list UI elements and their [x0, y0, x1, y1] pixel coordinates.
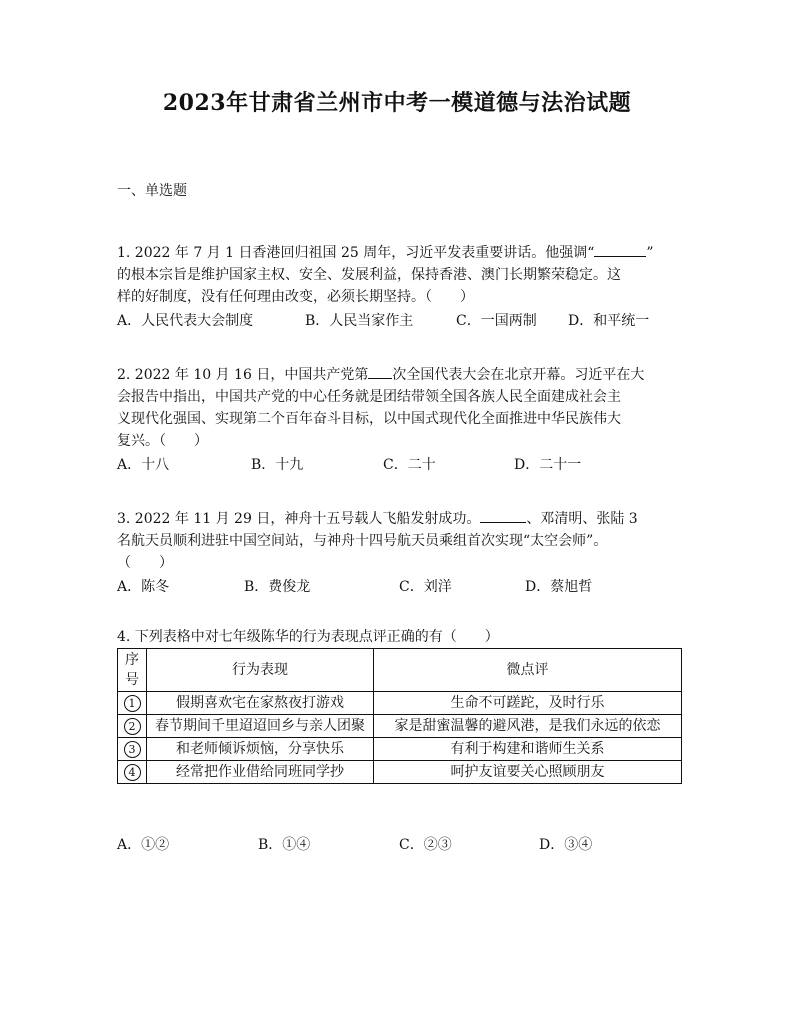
question-4-options-wrap	[117, 832, 682, 856]
q3-options	[117, 576, 682, 598]
q1-options	[117, 310, 682, 332]
q4-options	[117, 834, 682, 856]
row-comment: 有利于构建和谐师生关系	[374, 738, 682, 761]
header-no: 序号	[118, 649, 147, 692]
question-3	[117, 506, 682, 598]
row-behavior: 假期喜欢宅在家熬夜打游戏	[147, 692, 374, 715]
q1-option-b[interactable]: B．人民当家作主	[305, 313, 414, 329]
question-4-stem: 4. 下列表格中对七年级陈华的行为表现点评正确的有（ ）	[117, 629, 499, 645]
q2-line-4: 复兴。（ ）	[117, 433, 208, 449]
q3-option-c[interactable]: C．刘洋	[399, 579, 452, 595]
q2-option-c[interactable]: C．二十	[383, 457, 436, 473]
header-behavior: 行为表现	[147, 649, 374, 692]
row-number-3: 3	[124, 741, 141, 758]
q1-line-1: 1. 2022 年 7 月 1 日香港回归祖国 25 周年，习近平发表重要讲话。他强调“ ”	[117, 240, 682, 264]
q2-option-a[interactable]: A．十八	[117, 457, 170, 473]
q2-line-3: 义现代化强国、实现第二个百年奋斗目标，以中国式现代化全面推进中华民族伟大	[117, 411, 621, 427]
q3-option-a[interactable]: A．陈冬	[117, 579, 170, 595]
q2-blank	[368, 362, 392, 379]
q4-option-a[interactable]: A．①②	[117, 837, 170, 853]
table-row	[118, 738, 682, 761]
q1-option-a[interactable]: A．人民代表大会制度	[117, 313, 254, 329]
exam-title: 2023年甘肃省兰州市中考一模道德与法治试题	[162, 90, 632, 116]
q1-line-3: 样的好制度，没有任何理由改变，必须长期坚持。（ ）	[117, 289, 474, 305]
row-behavior: 和老师倾诉烦恼，分享快乐	[147, 738, 374, 761]
table-row	[118, 692, 682, 715]
behavior-table	[117, 648, 682, 784]
question-1	[117, 240, 682, 332]
q3-option-b[interactable]: B．费俊龙	[244, 579, 311, 595]
q3-line-2: 名航天员顺利进驻中国空间站，与神舟十四号航天员乘组首次实现“太空会师”。	[117, 533, 608, 549]
q3-line-3: （ ）	[117, 555, 173, 571]
q2-option-b[interactable]: B．十九	[251, 457, 304, 473]
q4-option-d[interactable]: D．③④	[539, 837, 593, 853]
row-comment: 呵护友谊要关心照顾朋友	[374, 761, 682, 784]
q3-blank	[480, 506, 526, 523]
q3-option-d[interactable]: D．蔡旭哲	[525, 579, 593, 595]
q1-line-2: 的根本宗旨是维护国家主权、安全、发展利益，保持香港、澳门长期繁荣稳定。这	[117, 267, 621, 283]
row-number-2: 2	[124, 718, 141, 735]
row-comment: 家是甜蜜温馨的避风港，是我们永远的依恋	[374, 715, 682, 738]
row-number-4: 4	[124, 764, 141, 781]
table-row	[118, 715, 682, 738]
q2-line-1: 2. 2022 年 10 月 16 日，中国共产党第 次全国代表大会在北京开幕。习近平在大	[117, 362, 682, 386]
q2-options	[117, 454, 682, 476]
table-header-row	[118, 649, 682, 692]
table-row	[118, 761, 682, 784]
row-comment: 生命不可蹉跎，及时行乐	[374, 692, 682, 715]
row-number-1: 1	[124, 695, 141, 712]
q2-option-d[interactable]: D．二十一	[514, 457, 582, 473]
header-comment: 微点评	[374, 649, 682, 692]
q4-option-c[interactable]: C．②③	[399, 837, 452, 853]
row-behavior: 春节期间千里迢迢回乡与亲人团聚	[147, 715, 374, 738]
section-heading: 一、单选题	[117, 183, 187, 199]
q1-option-c[interactable]: C．一国两制	[456, 313, 537, 329]
q3-line-1: 3. 2022 年 11 月 29 日，神舟十五号载人飞船发射成功。 、邓清明、张陆 3	[117, 506, 682, 530]
q2-line-2: 会报告中指出，中国共产党的中心任务就是团结带领全国各族人民全面建成社会主	[117, 389, 621, 405]
row-behavior: 经常把作业借给同班同学抄	[147, 761, 374, 784]
question-2	[117, 362, 682, 476]
q4-option-b[interactable]: B．①④	[258, 837, 311, 853]
q1-option-d[interactable]: D．和平统一	[568, 313, 650, 329]
q1-blank	[594, 240, 646, 257]
